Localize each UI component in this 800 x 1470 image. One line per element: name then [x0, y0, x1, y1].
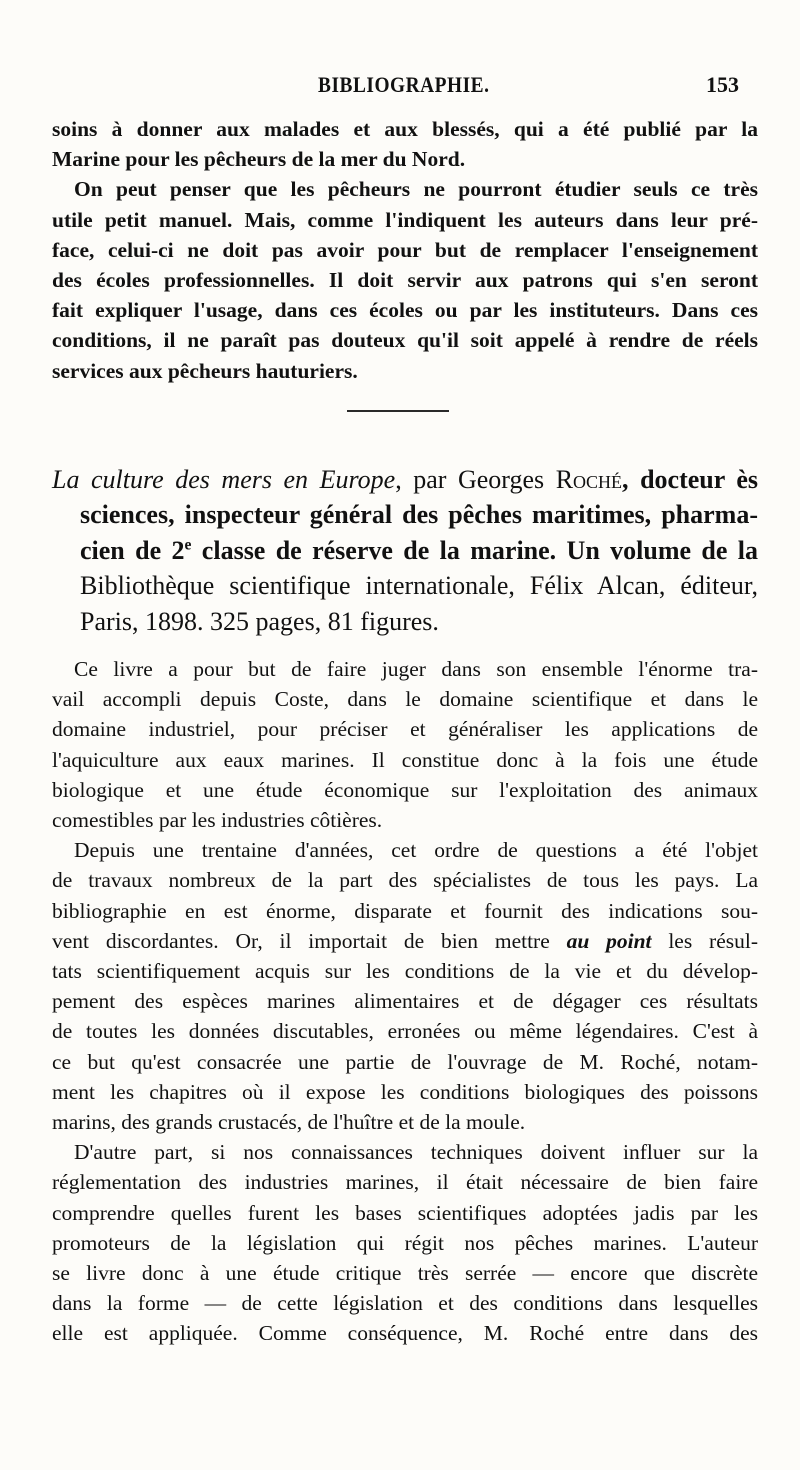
text-line: ce but qu'est consacrée une partie de l'ouvrage de M. Roché, notam- — [52, 1049, 758, 1074]
entry-line: Bibliothèque scientifique internationale, Félix Alcan, éditeur, — [80, 571, 758, 601]
text-line: tats scientifiquement acquis sur les conditions de la vie et du dévelop- — [52, 959, 758, 984]
text-line: Depuis une trentaine d'années, cet ordre de questions a été l'objet — [74, 838, 758, 863]
text-line: comprendre quelles furent les bases scientifiques adoptées jadis par les — [52, 1200, 758, 1225]
text-line: de travaux nombreux de la part des spécialistes de tous les pays. La — [52, 868, 758, 893]
entry-line: sciences, inspecteur général des pêches maritimes, pharma- — [80, 500, 758, 530]
text-line: utile petit manuel. Mais, comme l'indiquent les auteurs dans leur pré- — [52, 207, 758, 232]
text-line: promoteurs de la législation qui régit nos pêches marines. L'auteur — [52, 1230, 758, 1255]
text-line: comestibles par les industries côtières. — [52, 808, 383, 833]
text-line: fait expliquer l'usage, dans ces écoles ou par les instituteurs. Dans ces — [52, 298, 758, 323]
text-line: ment les chapitres où il expose les conditions biologiques des poissons — [52, 1079, 758, 1104]
entry-line: Paris, 1898. 325 pages, 81 figures. — [80, 606, 439, 636]
text-line: vent discordantes. Or, il importait de bien mettre au point les résul- — [52, 928, 758, 953]
text-line: dans la forme — de cette législation et des conditions dans lesquelles — [52, 1291, 758, 1316]
text-line: réglementation des industries marines, il était nécessaire de bien faire — [52, 1170, 758, 1195]
text-line: domaine industriel, pour préciser et généraliser les applications de — [52, 717, 758, 742]
text-line: services aux pêcheurs hauturiers. — [52, 358, 358, 383]
text-line: soins à donner aux malades et aux blessés, qui a été publié par la — [52, 117, 758, 141]
intro-paragraphs — [52, 114, 758, 386]
book-title: La culture des mers en Europe — [52, 465, 396, 494]
review-text — [52, 654, 758, 1349]
text-line: conditions, il ne paraît pas douteux qu'il soit appelé à rendre de réels — [52, 328, 758, 353]
text-line: l'aquiculture aux eaux marines. Il constitue donc à la fois une étude — [52, 747, 758, 772]
entry-line: La culture des mers en Europe, par Georges Roché, docteur ès — [52, 465, 759, 494]
text-line: Ce livre a pour but de faire juger dans son ensemble l'énorme tra- — [74, 657, 758, 681]
text-line: des écoles professionnelles. Il doit servir aux patrons qui s'en seront — [52, 268, 758, 293]
running-title: BIBLIOGRAPHIE. — [318, 72, 490, 97]
text-line: vail accompli depuis Coste, dans le domaine scientifique et dans le — [52, 687, 758, 712]
text-line: elle est appliquée. Comme conséquence, M. Roché entre dans des — [52, 1321, 758, 1346]
text-line: biologique et une étude économique sur l'exploitation des animaux — [52, 777, 758, 802]
text-line: marins, des grands crustacés, de l'huître et de la moule. — [52, 1110, 526, 1135]
text-line: Marine pour les pêcheurs de la mer du Nord. — [52, 147, 466, 172]
page-header — [0, 72, 800, 106]
book-entry — [52, 462, 758, 639]
author-name: Roché — [555, 465, 623, 494]
text-line: se livre donc à une étude critique très serrée — encore que discrète — [52, 1261, 758, 1286]
text-line: D'autre part, si nos connaissances techniques doivent influer sur la — [74, 1140, 758, 1165]
text-line: bibliographie en est énorme, disparate et fournit des indications sou- — [52, 898, 758, 923]
text-line: face, celui-ci ne doit pas avoir pour but de remplacer l'enseignement — [52, 237, 758, 262]
section-divider — [347, 410, 449, 412]
text-line: On peut penser que les pêcheurs ne pourront étudier seuls ce très — [74, 177, 758, 202]
text-line: de toutes les données discutables, erronées ou même légendaires. C'est à — [52, 1019, 758, 1044]
entry-line: cien de 2e classe de réserve de la marine. Un volume de la — [80, 535, 758, 565]
text-line: pement des espèces marines alimentaires et de dégager ces résultats — [52, 989, 758, 1014]
page-number: 153 — [706, 72, 739, 97]
